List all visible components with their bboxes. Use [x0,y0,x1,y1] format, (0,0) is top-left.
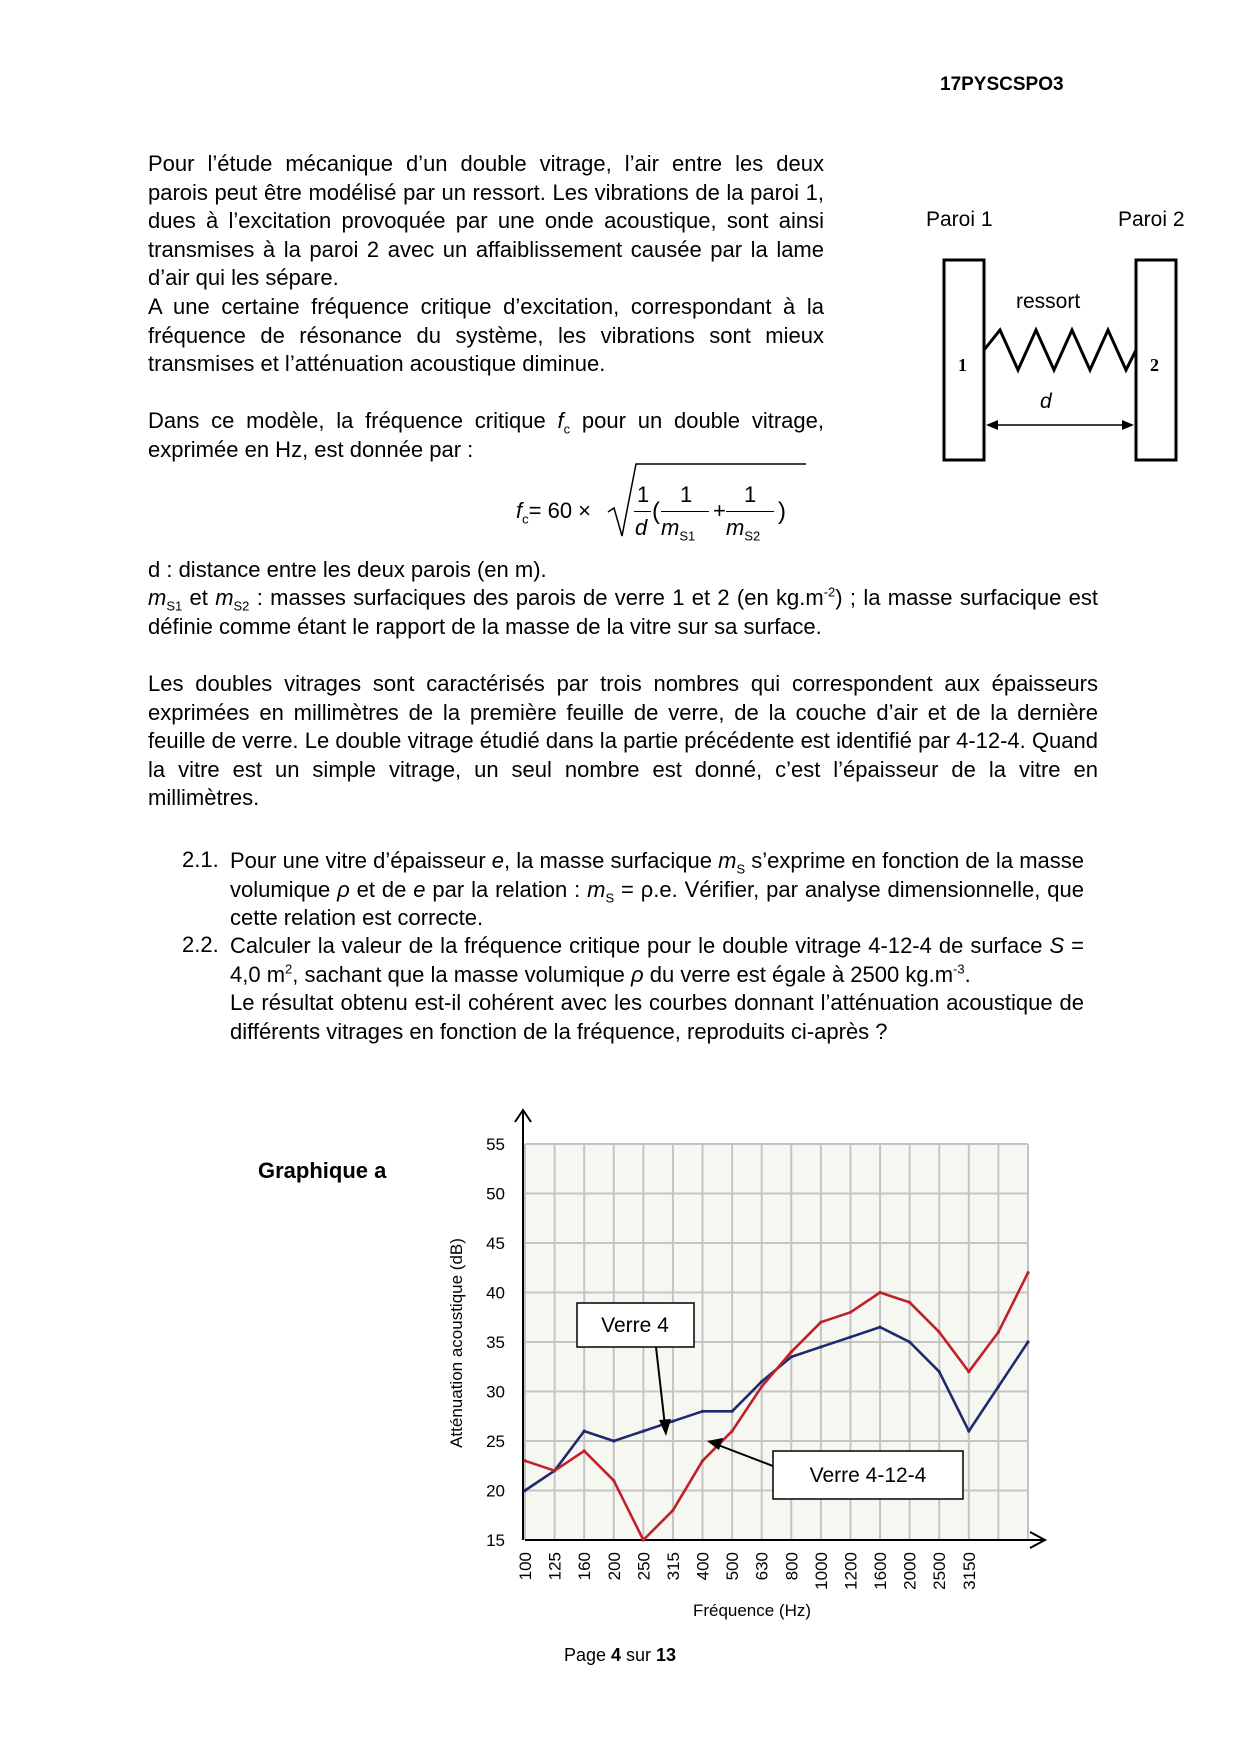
data-point [553,1469,556,1472]
x-tick-label: 200 [604,1552,624,1581]
x-tick-label: 2500 [930,1552,950,1590]
y-tick-label: 35 [486,1333,505,1352]
data-point [938,1331,941,1334]
y-tick-label: 50 [486,1184,505,1204]
data-point [760,1385,763,1388]
distance-label: d [1040,390,1052,413]
x-tick-label: 250 [634,1552,654,1581]
y-tick-label: 25 [486,1432,505,1451]
x-tick-label: 1600 [871,1552,891,1590]
x-tick-label: 100 [516,1552,535,1581]
x-tick-label: 2000 [900,1552,920,1590]
x-tick-label: 160 [575,1552,595,1581]
data-point [790,1350,793,1353]
legend-label-verre-4-12-4: Verre 4-12-4 [809,1464,927,1487]
x-tick-label: 1000 [811,1552,831,1590]
x-axis-title: Fréquence (Hz) [692,1601,812,1620]
data-point [671,1509,674,1512]
intro-paragraph-2: A une certaine fréquence critique d’excitation, correspondant à la fréquence de résonance du système, les vibrations sont mieux transmises et l’atténuation acoustique diminue. [148,294,824,376]
data-point [523,1459,526,1462]
y-tick-label: 55 [486,1135,505,1154]
legend-label-verre-4: Verre 4 [601,1314,669,1337]
y-tick-label: 45 [486,1234,505,1253]
wall-1-number: 1 [958,355,967,375]
data-point [731,1410,734,1413]
data-point [642,1538,645,1541]
y-tick-label: 20 [486,1481,505,1501]
page-footer: Page 4 sur 13 [563,1645,677,1665]
x-tick-label: 500 [723,1552,743,1581]
question-2-1-text: Pour une vitre d’épaisseur e, la masse surfacique $m_S$ s’exprime en fonction de la masse volumique ρ et de e par la relation : $m_S = \rho.e$. Vérifier, par analyse dimensionnelle, que cette relation est correcte. [230,848,1084,930]
data-point [760,1380,763,1383]
double-glazing-diagram [940,255,1180,465]
y-tick-label: 40 [486,1283,505,1303]
data-point [908,1340,911,1343]
x-tick-label: 125 [545,1552,565,1581]
data-point [967,1370,970,1373]
x-tick-label: 1200 [841,1552,861,1590]
question-2-2-number: 2.2. [182,932,219,957]
wall-2-label: Paroi 2 [1118,208,1185,231]
data-point [612,1479,615,1482]
data-point [997,1331,1000,1334]
x-tick-label: 3150 [959,1552,979,1590]
glazing-paragraph: Les doubles vitrages sont caractérisés par trois nombres qui correspondent aux épaisseurs exprimées en millimètres de la première feuille de verre, de la couche d’air et de la dernière feuille de verre. Le double vitrage étudié dans la partie précédente est identifié par 4-12-4. Quand la vitre est un simple vitrage, un seul nombre est donné, c’est l’épaisseur de la vitre en millimètres. [148,671,1098,810]
data-point [938,1370,941,1373]
arrow-head-left-icon [986,420,998,430]
definition-d: d : distance entre les deux parois (en m). [148,557,547,582]
data-point [849,1311,852,1314]
question-2-2-text: Calculer la valeur de la fréquence critique pour le double vitrage 4-12-4 de surface S = 4,0 $m^2$, sachant que la masse volumique ρ du verre est égale à 2500 $kg.m^{-3}$. Le résultat obtenu est-il cohérent avec les courbes donnant l’atténuation acoustique de différents vitrages en fonction de la fréquence, reproduits ci-après ? [230,933,1084,1044]
y-tick-label: 15 [486,1531,505,1550]
data-point [819,1345,822,1348]
question-2-1-number: 2.1. [182,847,219,872]
data-point [1026,1340,1029,1343]
y-tick-label: 30 [486,1382,505,1402]
data-point [523,1489,526,1492]
critical-frequency-formula: $f_c= 60$ × 1 d ( 1 $m_{S1}$ + 1 $m_{S2}$ ) [510,440,810,560]
x-tick-label: 400 [693,1552,713,1581]
intro-paragraph-1: Pour l’étude mécanique d’un double vitrage, l’air entre les deux parois peut être modélisé par un ressort. Les vibrations de la paroi 1, dues à l’excitation provoquée par une onde acoustique, sont ainsi transmises à la paroi 2 avec un affaiblissement causée par la lame d’air qui les sépare. [148,151,824,290]
data-point [997,1385,1000,1388]
data-point [878,1326,881,1329]
data-point [642,1430,645,1433]
data-point [731,1430,734,1433]
definition-masses: $m_{S1}$ et $m_{S2}$ : masses surfaciques des parois de verre 1 et 2 (en $kg.m^{-2}$) ; la masse surfacique est définie comme étant le rapport de la masse de la vitre sur sa surface. [148,584,1098,639]
data-point [671,1420,674,1423]
arrow-head-right-icon [1122,420,1134,430]
intro-paragraph-3: Dans ce modèle, la fréquence critique $f_c$ pour un double vitrage, exprimée en Hz, est donnée par : [148,408,824,462]
x-tick-label: 630 [752,1552,772,1581]
data-point [908,1301,911,1304]
data-point [790,1355,793,1358]
document-code: 17PYSCSPO3 [940,74,1064,95]
x-tick-label: 800 [782,1552,802,1581]
x-tick-label: 315 [663,1552,683,1581]
data-point [819,1321,822,1324]
data-point [701,1410,704,1413]
wall-2-number: 2 [1150,355,1159,375]
spring-label: ressort [1016,290,1081,313]
data-point [1026,1271,1029,1274]
data-point [849,1335,852,1338]
spring [984,330,1136,370]
attenuation-chart [440,1108,1080,1628]
data-point [583,1430,586,1433]
wall-1-label: Paroi 1 [926,208,993,231]
graph-title: Graphique a [258,1158,387,1183]
data-point [583,1449,586,1452]
data-point [967,1430,970,1433]
data-point [612,1439,615,1442]
data-point [701,1459,704,1462]
y-axis-title: Atténuation acoustique (dB) [447,1238,466,1448]
data-point [878,1291,881,1294]
